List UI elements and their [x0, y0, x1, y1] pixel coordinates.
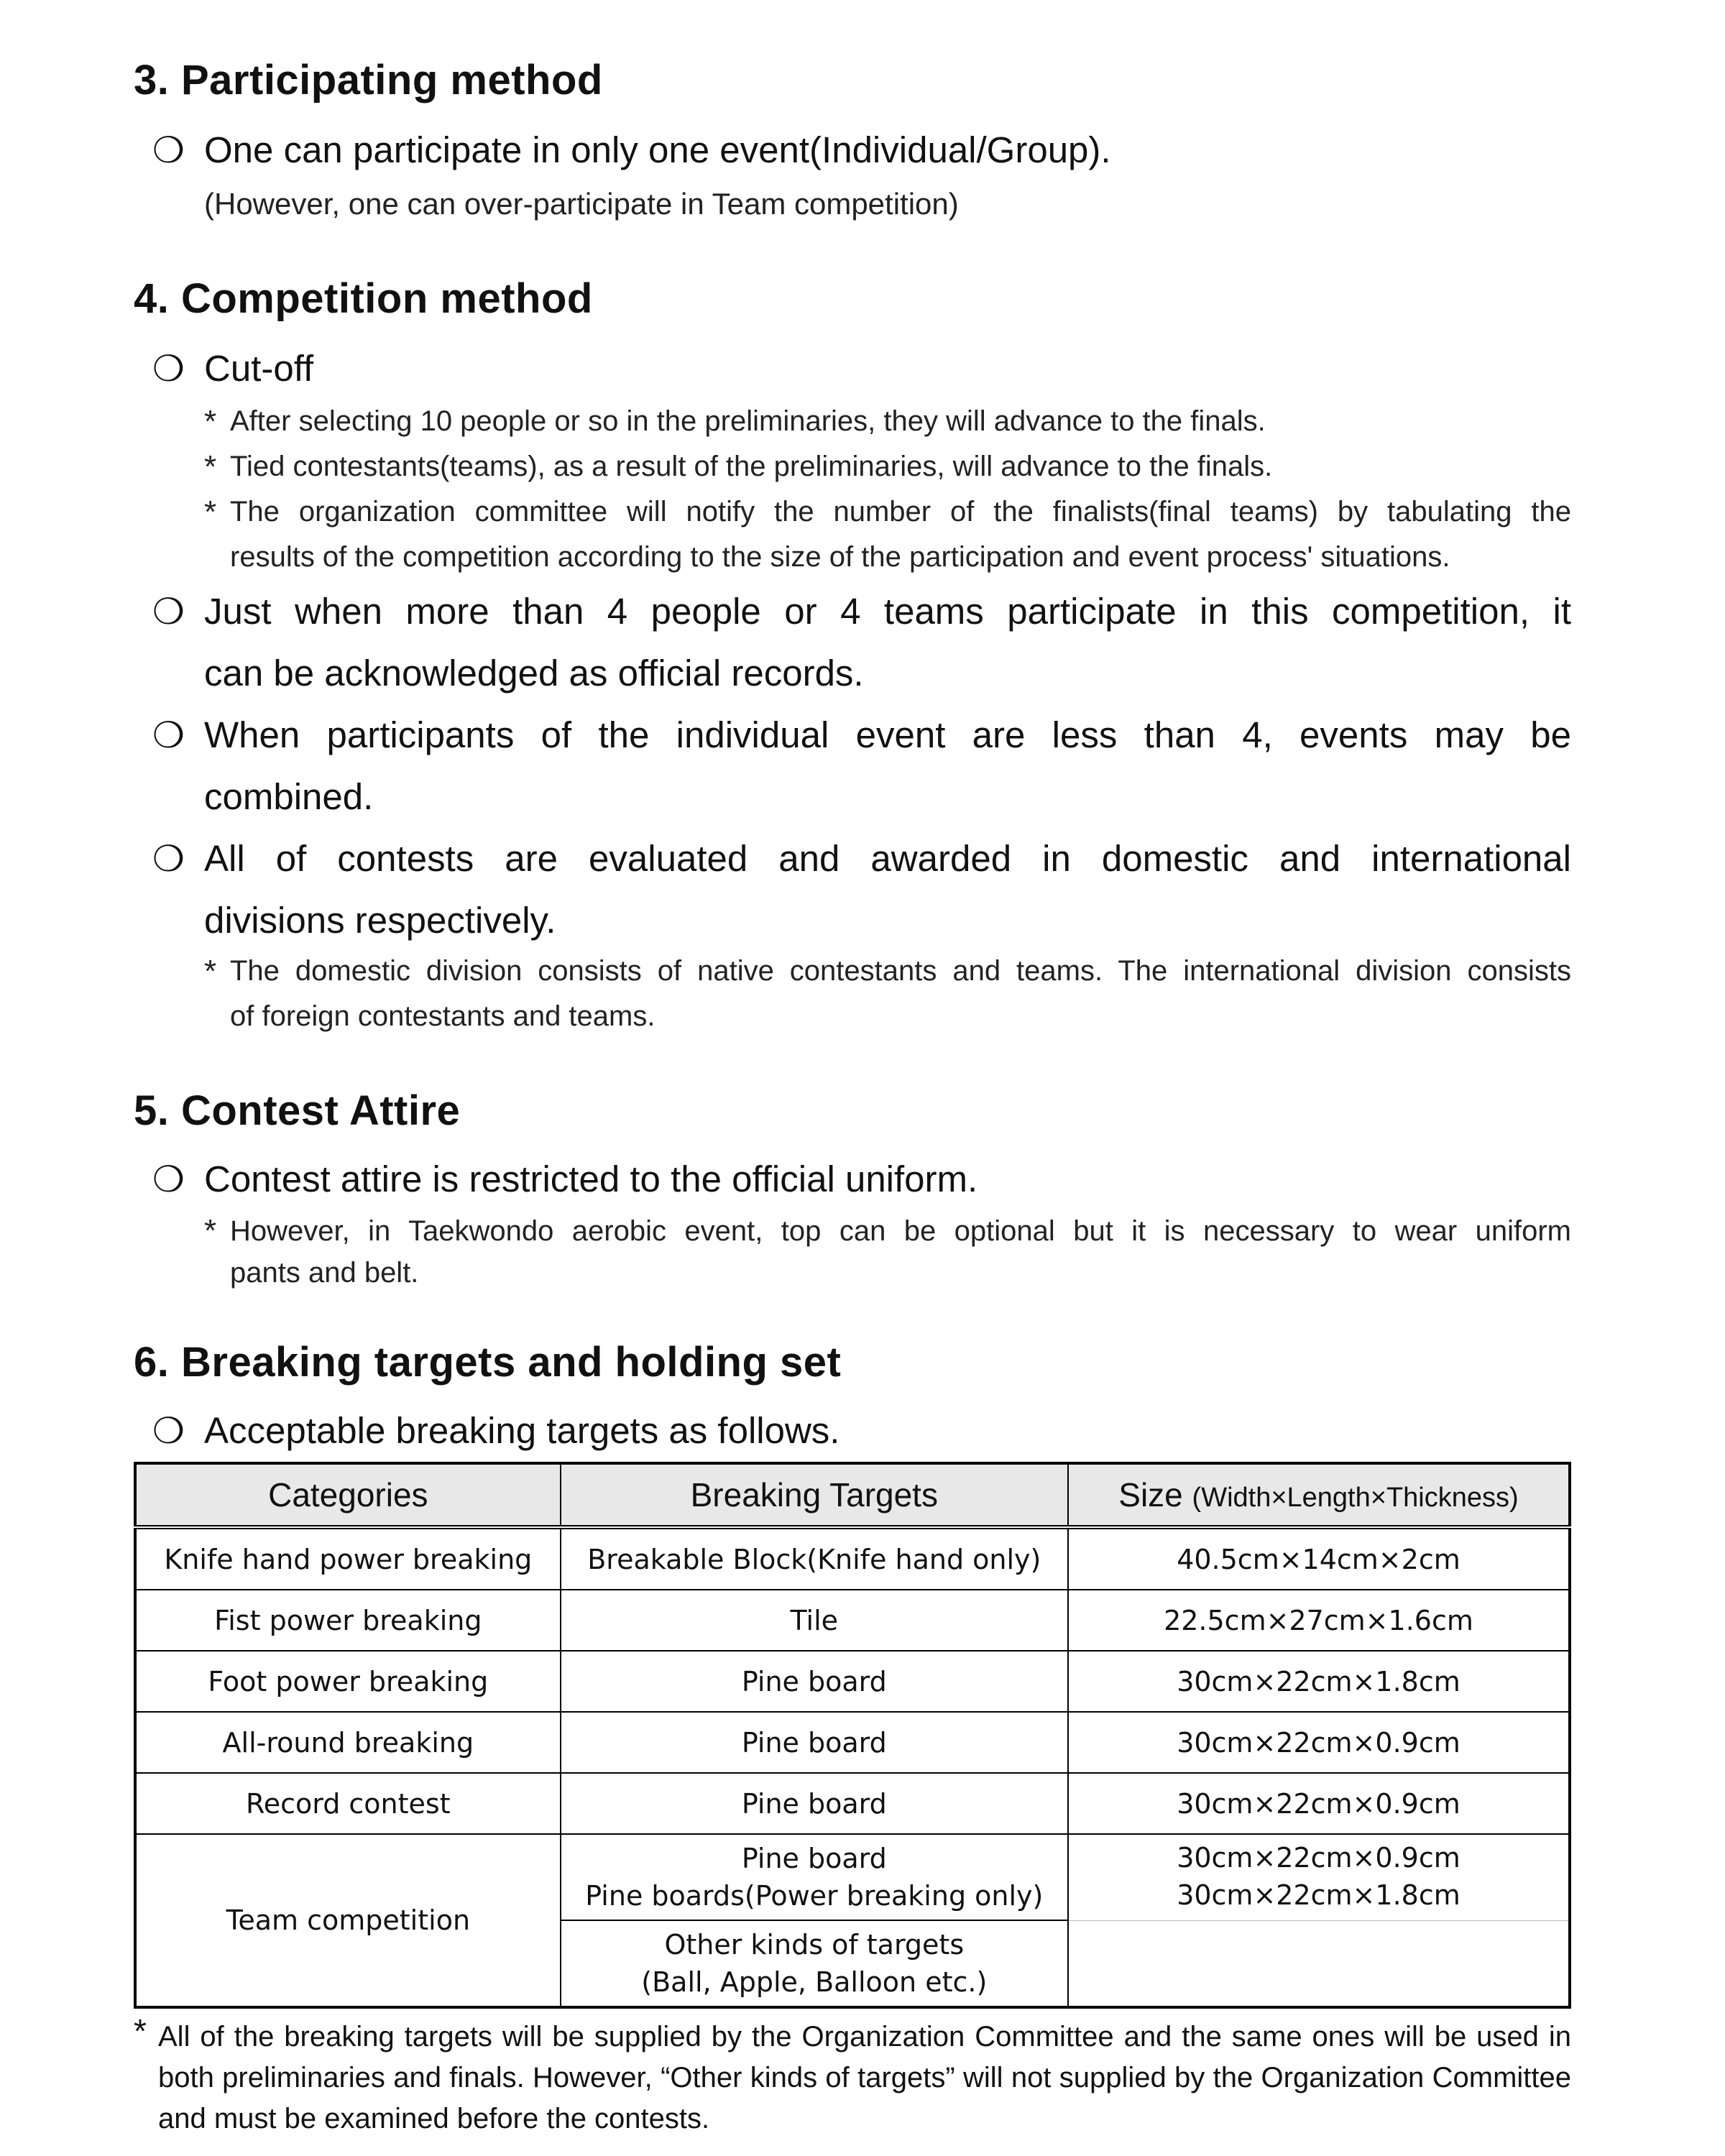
section-5-heading: 5. Contest Attire — [134, 1087, 461, 1134]
table-row — [135, 1773, 1570, 1834]
table-row-team — [135, 1834, 1570, 1920]
section-3-subnote: (However, one can over-participate in Team competition) — [204, 187, 959, 221]
cell-target: Pine board — [561, 1773, 1068, 1834]
cell-size: 22.5cm×27cm×1.6cm — [1068, 1590, 1570, 1651]
section-4-note-3-cont: results of the competition according to the size of the participation and event process' situations. — [230, 541, 1450, 573]
asterisk-icon: * — [204, 494, 217, 530]
cell-target: Pine board — [561, 1651, 1068, 1712]
cell-size: 30cm×22cm×0.9cm — [1068, 1712, 1570, 1773]
section-4-note-4-cont: of foreign contestants and teams. — [230, 1000, 656, 1032]
section-6-heading: 6. Breaking targets and holding set — [134, 1339, 842, 1386]
cell-size: 40.5cm×14cm×2cm — [1068, 1527, 1570, 1590]
document-page: 3. Participating method ❍ One can participate in only one event(Individual/Group). (However, one can over-participate in Team competition) 4. Competition method ❍ Cut-off * After selecting 10 people or so in the preliminaries, they will advance to the finals. * Tied contestants(teams), as a result of the preliminaries, will advance to the finals. * The organization committee will notify the number of the finalists(final teams) by tabulating the results of the competition according to the size of the participation and event process' situations. ❍ Just when more than 4 people or 4 teams participate in this competition, it can be acknowledged as official records. ❍ When participants of the individual event are less than 4, events may be combined. ❍ All of contests are evaluated and awarded in domestic and international divisions respectively. * The domestic division consists of native contestants and teams. The international division consists of foreign contestants and teams. 5. Contest Attire ❍ Contest attire is restricted to the official uniform. * However, in Taekwondo aerobic event, top can be optional but it is necessary to wear uniform pants and belt. 6. Breaking targets and holding set ❍ Acceptable breaking targets as follows. Categories Breaking Targets Size (Width×Length×Thickness) Knife hand power breaking Breakable Block(Knife hand only) 40.5cm×14cm×2cm Fist power breaking Tile 22.5cm×27cm×1.6cm Foot power breaking Pine board 30cm×22cm×1.8cm All-round breaking Pine board 30cm×22cm×0.9cm Record contest Pine board 30cm×22cm×0.9cm Team competition Pine board Pine boards(Power breaking only) 30cm×22cm×0.9cm 30cm×22cm×1.8cm Other kinds of targets (Ball, Apple, Balloon etc.) * All of the breaking targets will be supplied by the Organization Committee and the same ones will be used in both preliminaries and finals. However, “Other kinds of targets” will not supplied by the Organization Committee and must be examined before the contests. — [134, 57, 1571, 2134]
section-5-note-1-cont: pants and belt. — [230, 1257, 419, 1289]
header-categories: Categories — [135, 1463, 561, 1527]
breaking-targets-table — [134, 1462, 1571, 2009]
cell-category: All-round breaking — [135, 1712, 561, 1773]
circle-bullet-icon: ❍ — [152, 715, 185, 755]
cell-target: Breakable Block(Knife hand only) — [561, 1527, 1068, 1590]
table-row — [135, 1590, 1570, 1651]
cell-size: 30cm×22cm×1.8cm — [1068, 1651, 1570, 1712]
section-4-heading: 4. Competition method — [134, 275, 593, 322]
section-4-bullet-official-records-cont: can be acknowledged as official records. — [204, 653, 864, 694]
cell-target-team-boards: Pine board Pine boards(Power breaking only) — [561, 1834, 1068, 1920]
cell-target-team-other: Other kinds of targets (Ball, Apple, Balloon etc.) — [561, 1920, 1068, 2007]
cell-category: Knife hand power breaking — [135, 1527, 561, 1590]
cell-target: Tile — [561, 1590, 1068, 1651]
table-row — [135, 1712, 1570, 1773]
header-size: Size (Width×Length×Thickness) — [1068, 1463, 1570, 1527]
circle-bullet-icon: ❍ — [152, 130, 185, 170]
cell-size: 30cm×22cm×0.9cm — [1068, 1773, 1570, 1834]
cell-category-team: Team competition — [135, 1834, 561, 2007]
table-row — [135, 1651, 1570, 1712]
asterisk-icon: * — [204, 404, 217, 439]
cell-size-team-boards: 30cm×22cm×0.9cm 30cm×22cm×1.8cm — [1068, 1834, 1570, 1920]
table-header-row — [135, 1463, 1570, 1527]
cell-category: Fist power breaking — [135, 1590, 561, 1651]
circle-bullet-icon: ❍ — [152, 591, 185, 632]
circle-bullet-icon: ❍ — [152, 349, 185, 389]
circle-bullet-icon: ❍ — [152, 1411, 185, 1451]
asterisk-icon: * — [204, 1213, 217, 1248]
section-3-heading: 3. Participating method — [134, 57, 603, 103]
cell-category: Foot power breaking — [135, 1651, 561, 1712]
asterisk-icon: * — [134, 2012, 147, 2050]
circle-bullet-icon: ❍ — [152, 839, 185, 879]
section-4-bullet-combined-cont: combined. — [204, 776, 374, 817]
header-breaking-targets: Breaking Targets — [561, 1463, 1068, 1527]
circle-bullet-icon: ❍ — [152, 1159, 185, 1199]
section-4-bullet-divisions-cont: divisions respectively. — [204, 900, 556, 941]
cell-target: Pine board — [561, 1712, 1068, 1773]
cell-size-team-other — [1068, 1920, 1570, 2007]
table-row — [135, 1527, 1570, 1590]
header-size-unit: (Width×Length×Thickness) — [1192, 1483, 1519, 1513]
asterisk-icon: * — [204, 954, 217, 989]
asterisk-icon: * — [204, 449, 217, 484]
cell-category: Record contest — [135, 1773, 561, 1834]
